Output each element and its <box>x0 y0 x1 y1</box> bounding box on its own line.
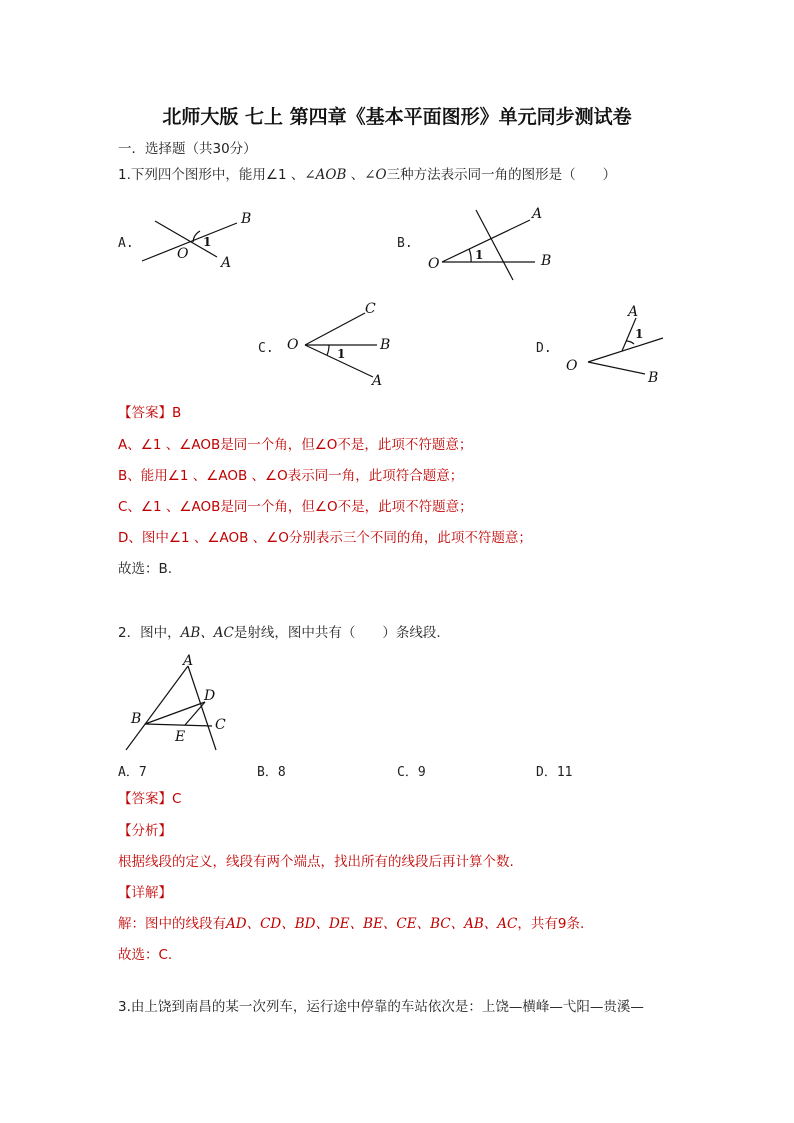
q1-figure-a <box>135 205 265 270</box>
fig2-label-b: B <box>131 711 142 727</box>
q2-option-d: D．11 <box>536 765 573 780</box>
page-title: 北师大版 七上 第四章《基本平面图形》单元同步测试卷 <box>162 106 632 128</box>
fig-b-label-a: A <box>532 206 543 222</box>
fig2-label-c: C <box>215 717 226 733</box>
fig-d-label-a: A <box>628 304 639 320</box>
q1-figure-d <box>560 298 675 390</box>
fig-c-label-1: 1 <box>337 347 346 361</box>
q2-analysis: 根据线段的定义，线段有两个端点，找出所有的线段后再计算个数. <box>118 854 514 870</box>
fig-b-label-1: 1 <box>475 248 484 262</box>
q1-option-c: C. <box>258 341 274 356</box>
q1-answer-label: 【答案】 <box>118 405 172 421</box>
question-2-stem <box>118 624 441 642</box>
fig-c-angle-arc <box>327 345 329 355</box>
section-heading: 一．选择题（共30分） <box>118 141 257 157</box>
question-1-stem <box>118 166 616 184</box>
q1-stem-mid: 、 <box>346 167 365 183</box>
q1-option-a: A. <box>118 236 134 251</box>
fig-a-label-1: 1 <box>203 235 212 249</box>
q1-explanation-b: B、能用∠1 、∠AOB 、∠O表示同一角，此项符合题意； <box>118 468 464 484</box>
q1-option-d: D. <box>536 341 552 356</box>
q2-detail-prefix: 解：图中的线段有 <box>118 916 226 932</box>
q2-option-a: A．7 <box>118 765 147 780</box>
fig2-label-e: E <box>175 729 186 745</box>
fig2-label-d: D <box>204 688 216 704</box>
q1-explanation-c: C、∠1 、∠AOB是同一个角，但∠O不是，此项不符题意； <box>118 499 473 515</box>
fig-b-label-o: O <box>428 256 440 272</box>
fig-c-label-b: B <box>380 337 391 353</box>
fig2-segment-bc <box>145 724 212 726</box>
q2-answer <box>118 790 181 808</box>
fig-b-label-b: B <box>541 253 552 269</box>
q1-explanation-d: D、图中∠1 、∠AOB 、∠O分别表示三个不同的角，此项不符题意； <box>118 530 532 546</box>
q1-answer <box>118 404 181 422</box>
question-3-stem: 3.由上饶到南昌的某一次列车，运行途中停靠的车站依次是：上饶—横峰—弋阳—贵溪— <box>118 999 644 1015</box>
q2-detail <box>118 915 584 933</box>
q1-figure-b <box>420 200 560 285</box>
q2-stem-suffix: 是射线，图中共有（ ）条线段. <box>233 625 441 641</box>
q2-analysis-label: 【分析】 <box>118 823 172 839</box>
q1-answer-value: B <box>172 405 182 421</box>
q2-option-c: C．9 <box>397 765 426 780</box>
q1-stem-suffix: 三种方法表示同一角的图形是（ ） <box>386 167 617 183</box>
q2-option-b: B．8 <box>257 765 286 780</box>
q1-stem-aob: ∠AOB <box>304 167 347 183</box>
fig-c-ray-oc <box>305 313 365 345</box>
fig2-ray-ac <box>188 666 216 750</box>
q2-stem-prefix: 2．图中， <box>118 625 181 641</box>
q1-figure-c <box>285 295 400 390</box>
fig-b-ray-oa <box>442 220 530 262</box>
fig-d-angle-arc <box>626 341 634 344</box>
q2-answer-label: 【答案】 <box>118 791 172 807</box>
q1-option-b: B. <box>397 236 413 251</box>
fig-c-label-o: O <box>287 337 299 353</box>
fig-d-label-o: O <box>566 358 578 374</box>
fig-a-label-o: O <box>177 246 189 262</box>
q2-conclusion: 故选：C. <box>118 947 173 963</box>
fig-c-label-a: A <box>372 373 383 389</box>
fig-d-ray-a <box>622 318 636 351</box>
q2-stem-rays: AB、AC <box>180 625 234 641</box>
fig-c-label-c: C <box>365 301 376 317</box>
fig2-label-a: A <box>183 653 194 669</box>
q1-stem-o: ∠O <box>364 167 387 183</box>
q2-detail-label: 【详解】 <box>118 885 172 901</box>
q2-detail-suffix: ，共有9条. <box>517 916 585 932</box>
fig-d-ray-ob <box>588 362 645 374</box>
fig-d-label-b: B <box>648 370 659 386</box>
q2-segment-list: AD、CD、BD、DE、BE、CE、BC、AB、AC <box>226 916 518 932</box>
q1-explanation-a: A、∠1 、∠AOB是同一个角，但∠O不是，此项不符题意； <box>118 437 473 453</box>
fig-a-label-b: B <box>241 211 252 227</box>
fig-b-angle-arc <box>469 249 471 262</box>
q1-conclusion: 故选：B. <box>118 561 173 577</box>
q1-stem-prefix: 1.下列四个图形中，能用∠1 、 <box>118 167 305 183</box>
fig-d-label-1: 1 <box>635 327 644 341</box>
fig-b-cross-line <box>476 210 513 280</box>
q2-answer-value: C <box>172 791 182 807</box>
fig-a-label-a: A <box>221 255 232 270</box>
q2-figure <box>118 650 243 760</box>
